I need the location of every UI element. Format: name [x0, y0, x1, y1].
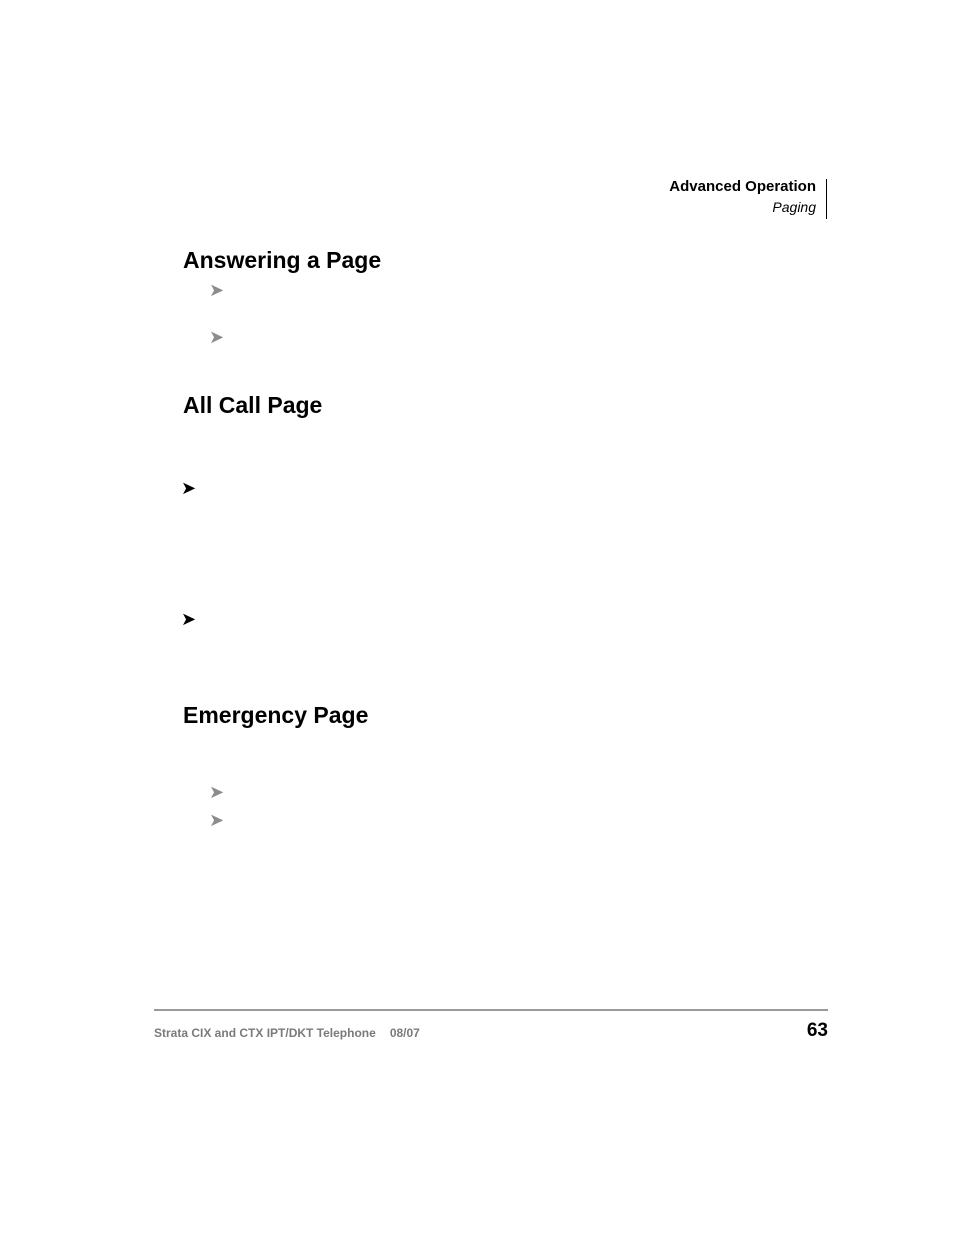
- chapter-title: Advanced Operation: [669, 178, 816, 195]
- heading-all-call-page: All Call Page: [183, 392, 323, 418]
- page-number: 63: [806, 1020, 828, 1041]
- footer-rule: [154, 1009, 828, 1011]
- heading-emergency-page: Emergency Page: [183, 702, 369, 728]
- heading-answering-a-page: Answering a Page: [183, 247, 382, 273]
- footer-text: [154, 1026, 420, 1040]
- section-title: Paging: [772, 199, 816, 215]
- step-arrow-icon: ➤: [181, 478, 197, 499]
- step-arrow-icon: ➤: [209, 327, 225, 348]
- header-rule: [826, 179, 827, 219]
- step-arrow-icon: ➤: [181, 609, 197, 630]
- footer-title: Strata CIX and CTX IPT/DKT Telephone: [154, 1026, 376, 1040]
- step-arrow-icon: ➤: [209, 810, 225, 831]
- step-arrow-icon: ➤: [209, 782, 225, 803]
- footer-date: 08/07: [389, 1026, 420, 1040]
- step-arrow-icon: ➤: [209, 280, 225, 301]
- running-header: [669, 177, 816, 218]
